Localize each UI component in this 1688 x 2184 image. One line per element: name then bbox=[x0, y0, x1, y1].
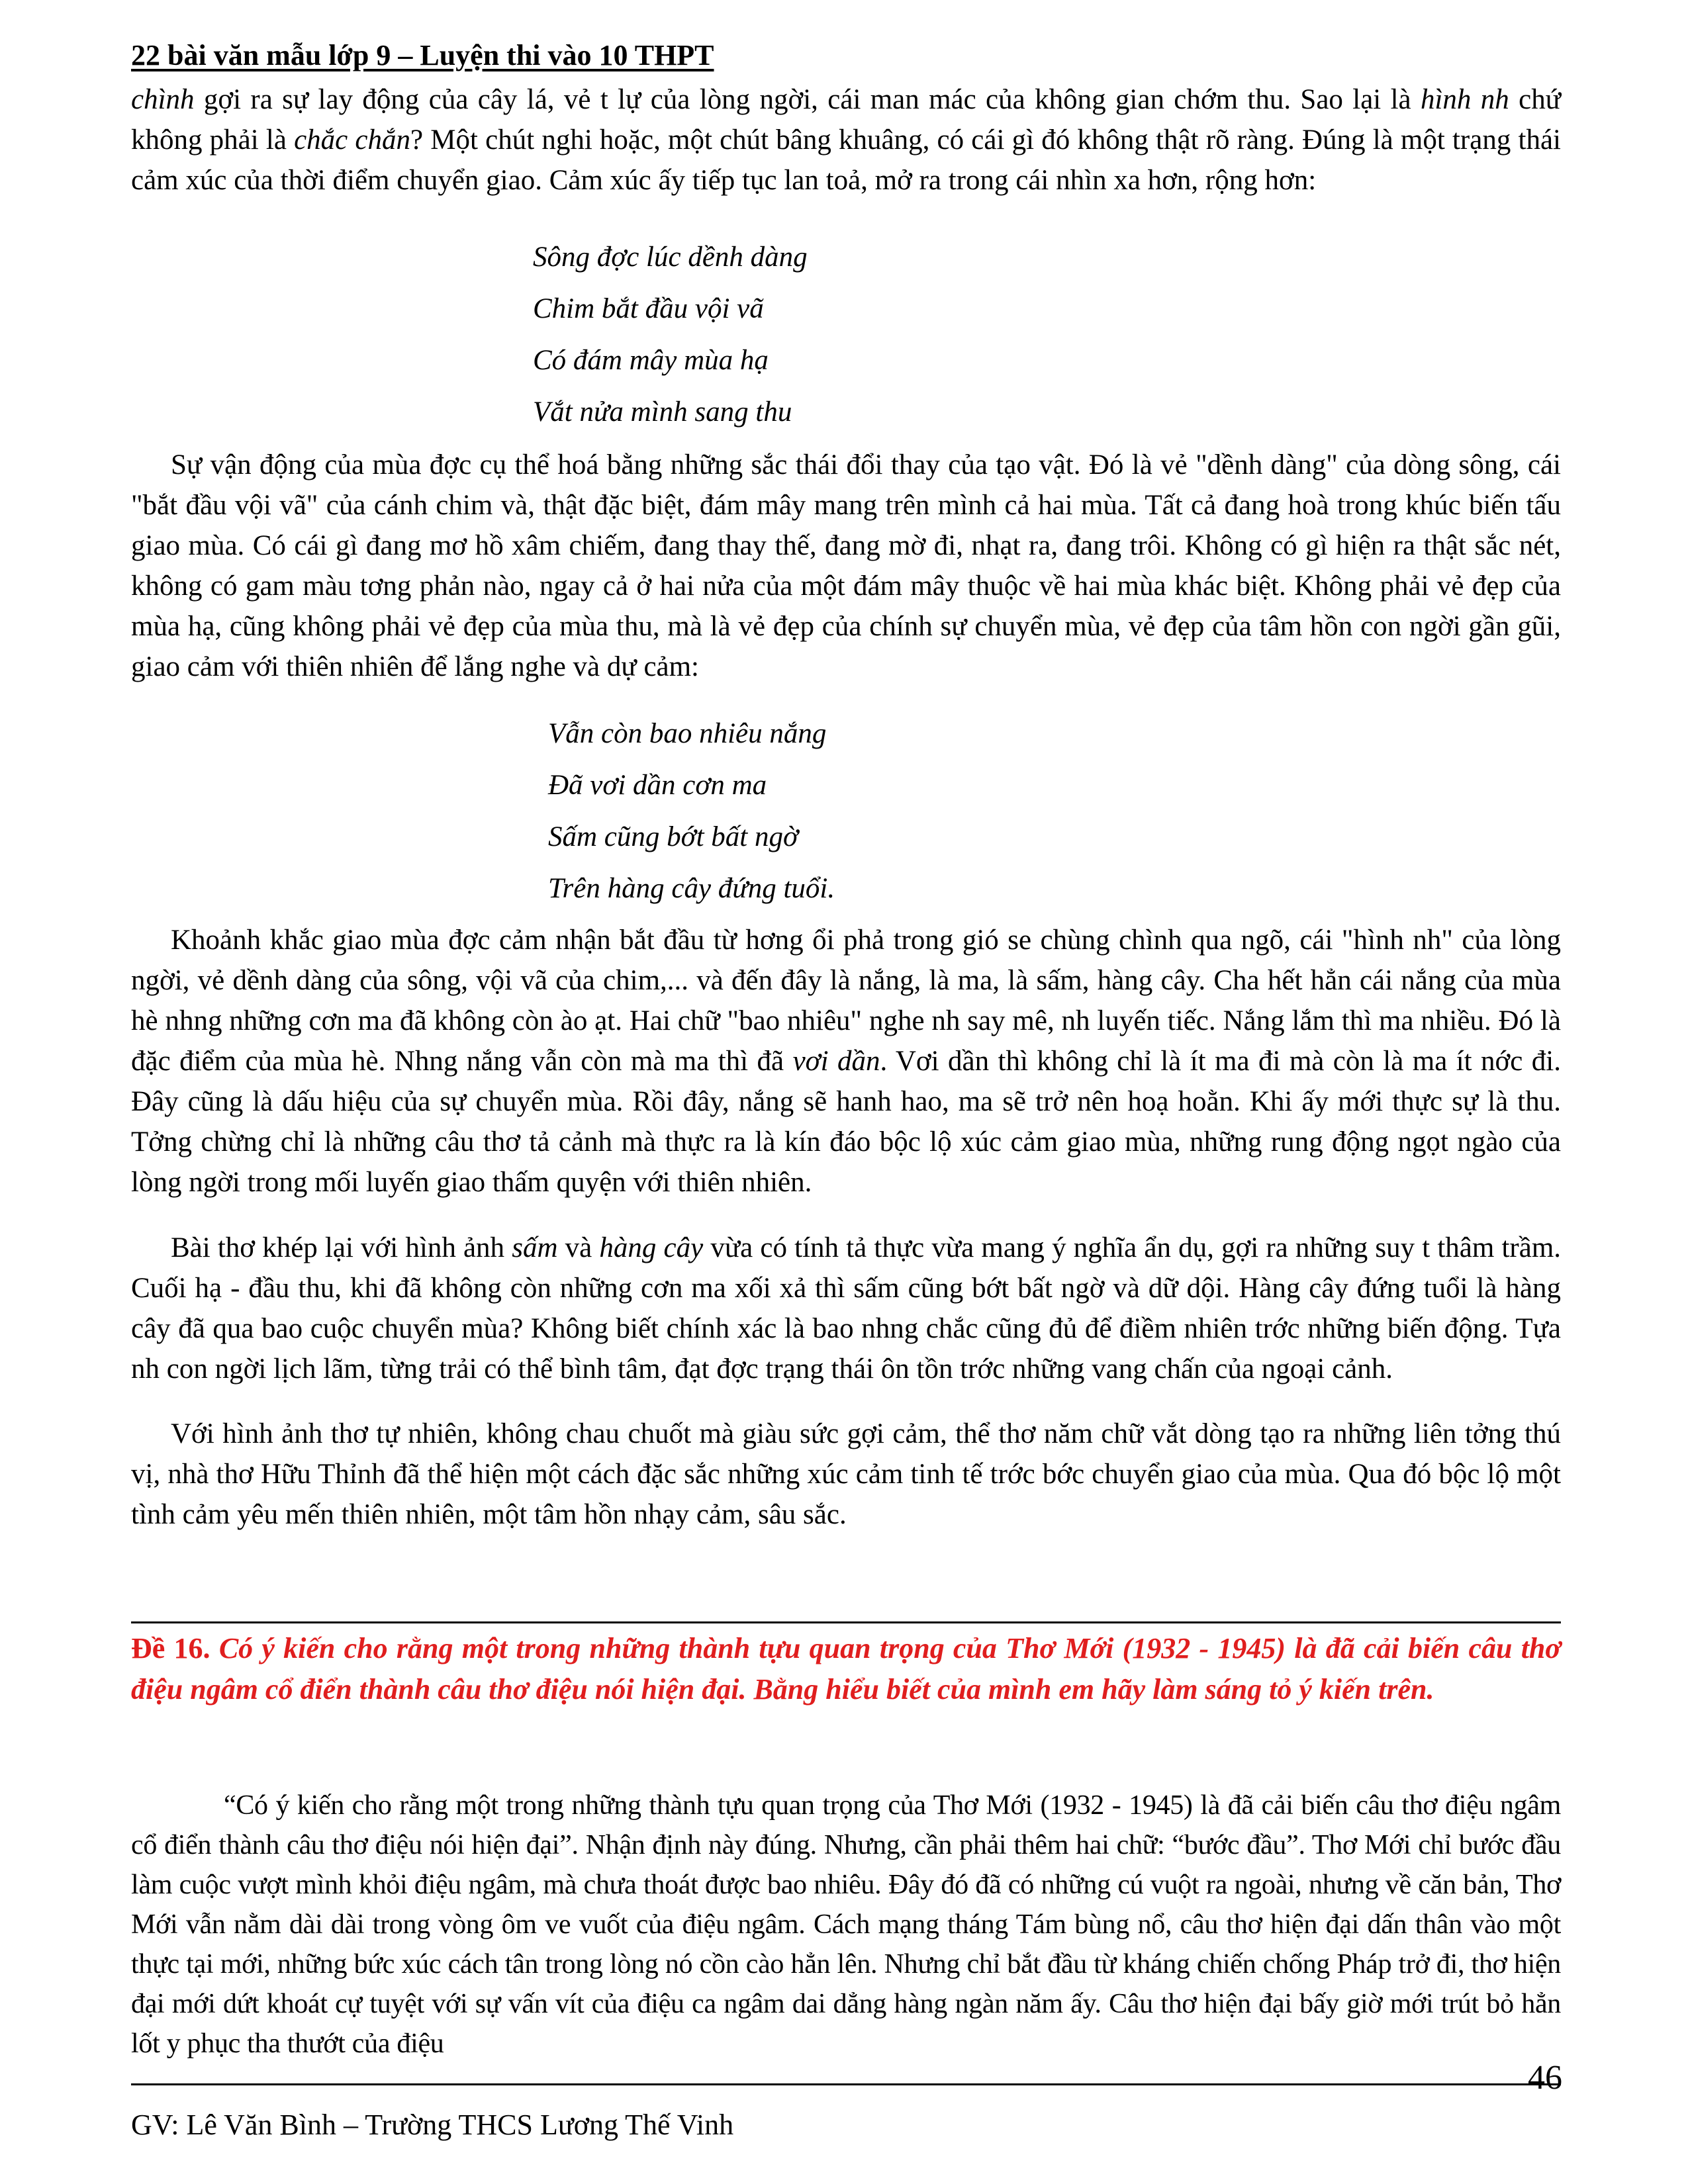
paragraph-text: và bbox=[557, 1232, 600, 1263]
emphasis-text: sấm bbox=[512, 1232, 558, 1263]
poem-line: Có đám mây mùa hạ bbox=[533, 345, 769, 376]
poem-line: Sấm cũng bớt bất ngờ bbox=[548, 821, 798, 852]
paragraph-5: Với hình ảnh thơ tự nhiên, không chau chuốt mà giàu sức gợi cảm, thể thơ năm chữ vắt dòng tạo ra những liên tởng thú vị, nhà thơ Hữu Thỉnh đã thể hiện một cách đặc sắc những xúc cảm tinh tế trớc bớc chuyển giao của mùa. Qua đó bộc lộ một tình cảm yêu mến thiên nhiên, một tâm hồn nhạy cảm, sâu sắc. bbox=[131, 1418, 1561, 1530]
poem-stanza-2 bbox=[548, 708, 835, 915]
emphasis-text: chắc chắn bbox=[294, 124, 411, 156]
poem-line: Vắt nửa mình sang thu bbox=[533, 396, 792, 428]
paragraph-text: . Vơi dần thì không chỉ là ít ma đi mà còn là ma ít nớc đi. Đây cũng là dấu hiệu của sự chuyển mùa. Rồi đây, nắng sẽ hanh hao, ma sẽ trở nên hoạ hoằn. Khi ấy mới thực sự là thu. Tởng chừng chỉ là những câu thơ tả cảnh mà thực ra là kín đáo bộc lộ xúc cảm giao mùa, những rung động ngọt ngào của lòng ngời trong mối luyến giao thấm quyện với thiên nhiên. bbox=[131, 1046, 1561, 1198]
poem-stanza-1 bbox=[533, 232, 808, 438]
emphasis-text: hàng cây bbox=[599, 1232, 704, 1263]
paragraph-2: Sự vận động của mùa đợc cụ thể hoá bằng những sắc thái đổi thay của tạo vật. Đó là vẻ "dềnh dàng" của dòng sông, cái "bắt đầu vội vã" của cánh chim và, thật đặc biệt, đám mây mang trên mình cả hai mùa. Tất cả đang hoà trong khúc biến tấu giao mùa. Có cái gì đang mơ hồ xâm chiếm, đang thay thế, đang mờ đi, nhạt ra, đang trôi. Không có gì hiện ra thật sắc nét, không có gam màu tơng phản nào, ngay cả ở hai nửa của một đám mây thuộc về hai mùa khác biệt. Không phải vẻ đẹp của mùa hạ, cũng không phải vẻ đẹp của mùa thu, mà là vẻ đẹp của chính sự chuyển mùa, vẻ đẹp của tâm hồn con ngời gần gũi, giao cảm với thiên nhiên để lắng nghe và dự cảm: bbox=[131, 449, 1561, 682]
section-divider bbox=[131, 1621, 1561, 1623]
paragraph-text: chứ không phải là bbox=[131, 84, 1561, 156]
paragraph-1 bbox=[131, 79, 1561, 201]
poem-line: Trên hàng cây đứng tuổi. bbox=[548, 873, 835, 904]
paragraph-4 bbox=[131, 1228, 1561, 1389]
paragraph-3 bbox=[131, 920, 1561, 1203]
paragraph-text: ? Một chút nghi hoặc, một chút bâng khuâng, có cái gì đó không thật rõ ràng. Đúng là một trạng thái cảm xúc của thời điểm chuyển giao. Cảm xúc ấy tiếp tục lan toả, mở ra trong cái nhìn xa hơn, rộng hơn: bbox=[131, 124, 1561, 196]
paragraph-text: gợi ra sự lay động của cây lá, vẻ t lự của lòng ngời, cái man mác của không gian chớm thu. Sao lại là bbox=[194, 84, 1421, 115]
poem-line: Đã vơi dần cơn ma bbox=[548, 770, 767, 801]
page-number: 46 bbox=[1528, 2059, 1562, 2097]
poem-line: Vẫn còn bao nhiêu nắng bbox=[548, 718, 827, 749]
emphasis-text: hình nh bbox=[1420, 84, 1509, 115]
page-footer: GV: Lê Văn Bình – Trường THCS Lương Thế Vinh bbox=[131, 2109, 734, 2141]
question-text: Có ý kiến cho rằng một trong những thành tựu quan trọng của Thơ Mới (1932 - 1945) là đã cải biến câu thơ điệu ngâm cổ điển thành câu thơ điệu nói hiện đại. Bằng hiểu biết của mình em hãy làm sáng tỏ ý kiến trên. bbox=[131, 1632, 1562, 1706]
essay-paragraph: “Có ý kiến cho rằng một trong những thành tựu quan trọng của Thơ Mới (1932 - 1945) là đã cải biến câu thơ điệu ngâm cổ điển thành câu thơ điệu nói hiện đại”. Nhận định này đúng. Nhưng, cần phải thêm hai chữ: “bước đầu”. Thơ Mới chỉ bước đầu làm cuộc vượt mình khỏi điệu ngâm, mà chưa thoát được bao nhiêu. Đây đó đã có những cú vuột ra ngoài, nhưng về căn bản, Thơ Mới vẫn nằm dài dài trong vòng ôm ve vuốt của điệu ngâm. Cách mạng tháng Tám bùng nổ, câu thơ hiện đại dấn thân vào một thực tại mới, những bức xúc cách tân trong lòng nó cồn cào hẳn lên. Nhưng chỉ bắt đầu từ kháng chiến chống Pháp trở đi, thơ hiện đại mới dứt khoát cự tuyệt với sự vấn vít của điệu ca ngâm dai dẳng hàng ngàn năm ấy. Câu thơ hiện đại bấy giờ mới trút bỏ hẳn lốt y phục tha thướt của điệu bbox=[131, 1790, 1561, 2059]
poem-line: Chim bắt đầu vội vã bbox=[533, 293, 764, 324]
page-header: 22 bài văn mẫu lớp 9 – Luyện thi vào 10 THPT bbox=[131, 39, 714, 71]
poem-line: Sông đợc lúc dềnh dàng bbox=[533, 242, 808, 273]
question-label: Đề 16. bbox=[131, 1632, 211, 1664]
emphasis-text: vơi dần bbox=[792, 1046, 880, 1077]
exam-question bbox=[131, 1628, 1561, 1710]
paragraph-text: Khoảnh khắc giao mùa đợc cảm nhận bắt đầu từ hơng ổi phả trong gió se chùng chình qua ngõ, cái "hình nh" của lòng ngời, vẻ dềnh dàng của sông, vội vã của chim,... và đến đây là nắng, là ma, là sấm, hàng cây. Cha hết hẳn cái nắng của mùa hè nhng những cơn ma đã không còn ào ạt. Hai chữ "bao nhiêu" nghe nh say mê, nh luyến tiếc. Nắng lắm thì ma nhiều. Đó là đặc điểm của mùa hè. Nhng nắng vẫn còn mà ma thì đã bbox=[131, 925, 1561, 1077]
paragraph-text: Bài thơ khép lại với hình ảnh bbox=[171, 1232, 512, 1263]
emphasis-text: chình bbox=[131, 84, 195, 115]
footer-divider bbox=[131, 2083, 1561, 2085]
paragraph-text: vừa có tính tả thực vừa mang ý nghĩa ẩn dụ, gợi ra những suy t thâm trầm. Cuối hạ - đầu thu, khi đã không còn những cơn ma xối xả thì sấm cũng bớt bất ngờ và dữ dội. Hàng cây đứng tuổi là hàng cây đã qua bao cuộc chuyển mùa? Không biết chính xác là bao nhng chắc cũng đủ để điềm nhiên trớc những biến động. Tựa nh con ngời lịch lãm, từng trải có thể bình tâm, đạt đợc trạng thái ôn tồn trớc những vang chấn của ngoại cảnh. bbox=[131, 1232, 1562, 1385]
